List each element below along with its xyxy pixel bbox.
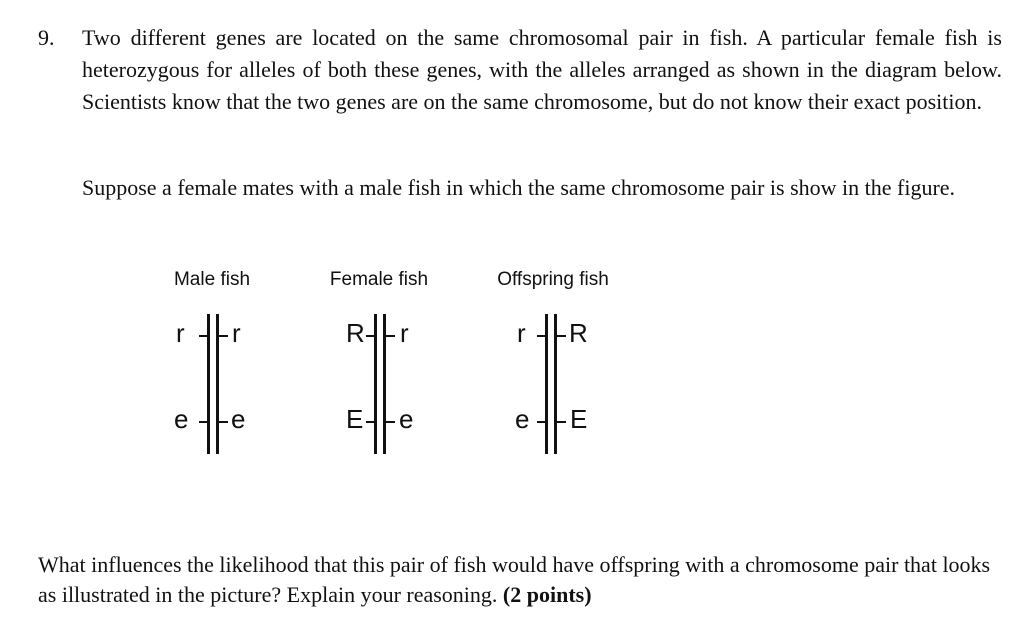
allele-label: R xyxy=(569,318,588,348)
allele-label: E xyxy=(346,404,364,434)
question-prompt-text: What influences the likelihood that this pair of fish would have offspring with a chromosome pair that looks as illustrated in the picture? Explain your reasoning. xyxy=(38,552,991,607)
male-chromosome-pair xyxy=(142,314,282,454)
offspring-chromosome-pair xyxy=(481,314,621,454)
allele-label: R xyxy=(346,318,365,348)
allele-label: E xyxy=(570,404,588,434)
question-intro-paragraph: Two different genes are located on the same chromosomal pair in fish. A particular female fish is heterozygous for alleles of both these genes, with the alleles arranged as shown in the diagram below. Scientists know that the two genes are on the same chromosome, but do not know their exact position. xyxy=(82,25,1002,114)
question-scenario-paragraph: Suppose a female mates with a male fish in which the same chromosome pair is show in the figure. xyxy=(82,175,956,200)
female-chromosome-pair xyxy=(310,314,450,454)
allele-label: e xyxy=(515,404,530,434)
female-fish-label: Female fish xyxy=(329,269,429,290)
allele-label: r xyxy=(176,318,185,348)
male-fish-label: Male fish xyxy=(173,269,251,290)
points-value: (2 points) xyxy=(502,582,592,607)
offspring-fish-label: Offspring fish xyxy=(497,269,609,290)
allele-label: e xyxy=(231,404,246,434)
question-number: 9. xyxy=(38,25,55,50)
allele-label: r xyxy=(517,318,526,348)
question-prompt xyxy=(38,550,998,610)
allele-label: r xyxy=(232,318,241,348)
allele-label: r xyxy=(400,318,409,348)
allele-label: e xyxy=(399,404,414,434)
allele-label: e xyxy=(174,404,189,434)
